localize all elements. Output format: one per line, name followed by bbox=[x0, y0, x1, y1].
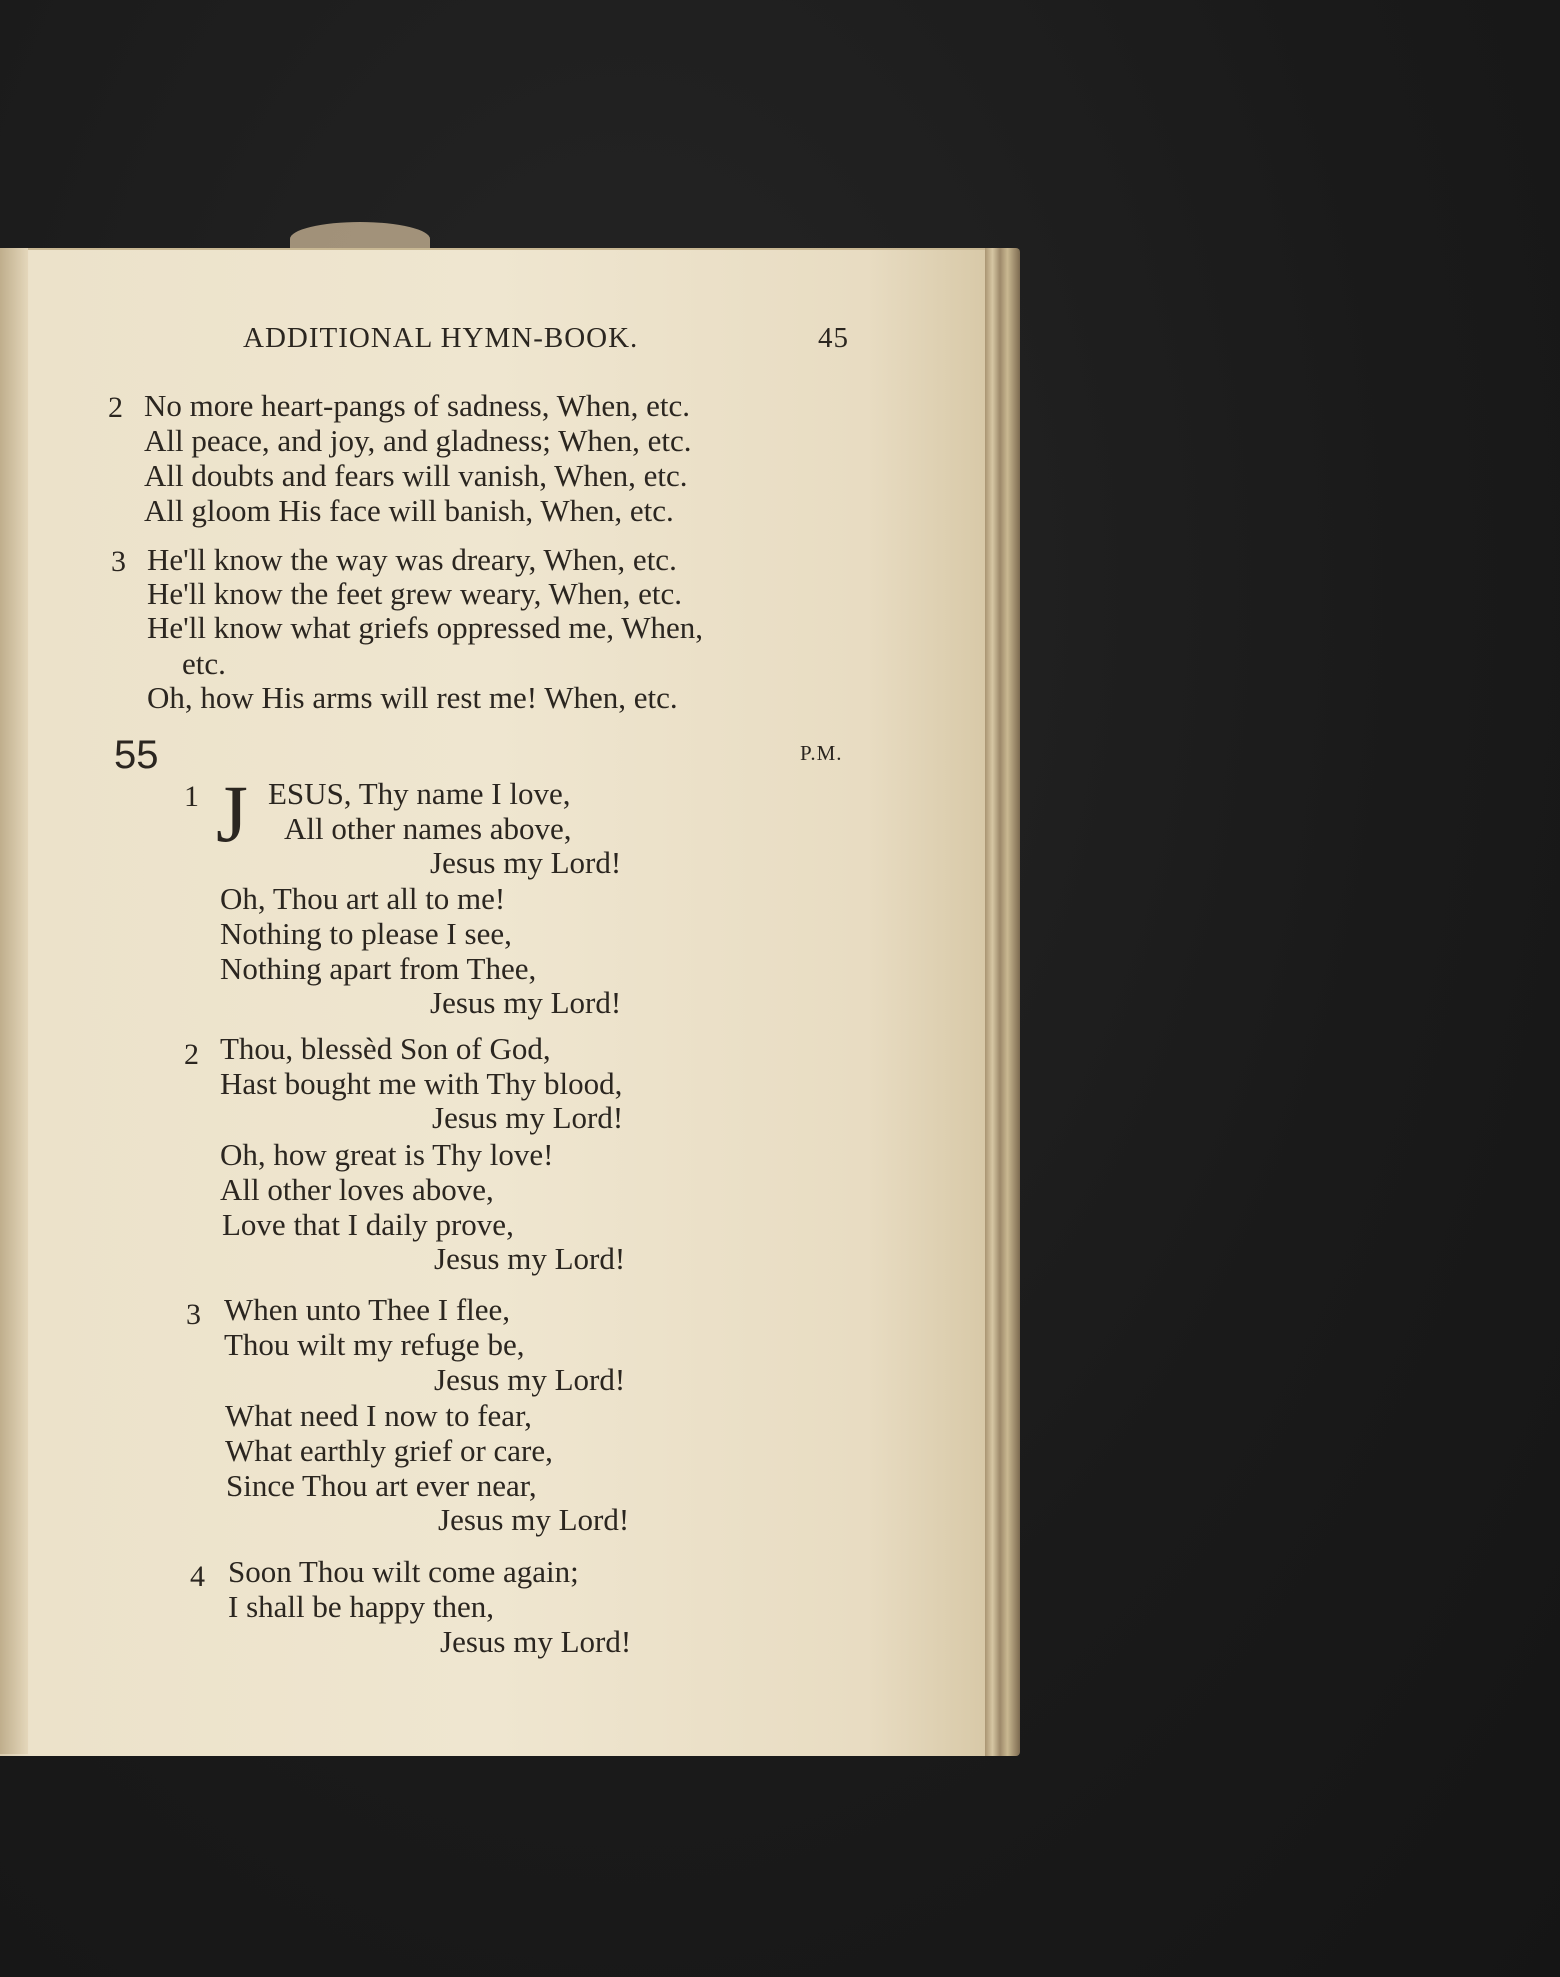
verse-line: Jesus my Lord! bbox=[434, 1241, 626, 1276]
verse-line: Love that I daily prove, bbox=[222, 1207, 514, 1242]
hymn-number: 55 bbox=[114, 733, 159, 777]
verse-line: All peace, and joy, and gladness; When, etc. bbox=[144, 423, 692, 458]
verse-line: Oh, how His arms will rest me! When, etc. bbox=[147, 680, 678, 715]
verse-line: Jesus my Lord! bbox=[432, 1100, 624, 1135]
verse-line: Since Thou art ever near, bbox=[226, 1468, 537, 1503]
verse-line: I shall be happy then, bbox=[228, 1589, 495, 1624]
verse-line: Soon Thou wilt come again; bbox=[228, 1554, 579, 1589]
verse-line: Oh, Thou art all to me! bbox=[220, 881, 506, 916]
verse-line: Jesus my Lord! bbox=[430, 985, 622, 1020]
drop-cap: J bbox=[216, 768, 248, 859]
verse-line: What need I now to fear, bbox=[225, 1398, 532, 1433]
verse-line: When unto Thee I flee, bbox=[224, 1292, 511, 1327]
verse-line: Nothing apart from Thee, bbox=[220, 951, 537, 986]
verse-line: Oh, how great is Thy love! bbox=[220, 1137, 554, 1172]
page-number: 45 bbox=[818, 322, 849, 354]
running-title: ADDITIONAL HYMN-BOOK. bbox=[243, 322, 639, 354]
verse-line: Hast bought me with Thy blood, bbox=[220, 1066, 623, 1101]
verse-number: 2 bbox=[184, 1038, 199, 1071]
verse-number: 3 bbox=[111, 545, 126, 578]
verse-line: Jesus my Lord! bbox=[440, 1624, 632, 1659]
verse-number: 2 bbox=[108, 391, 123, 424]
verse-line: He'll know the feet grew weary, When, etc. bbox=[147, 576, 682, 611]
hymn-meter: P.M. bbox=[800, 741, 843, 765]
verse-line: ESUS, Thy name I love, bbox=[268, 776, 571, 811]
verse-line: All other loves above, bbox=[220, 1172, 494, 1207]
verse-line: Jesus my Lord! bbox=[430, 845, 622, 880]
verse-line: All other names above, bbox=[284, 811, 572, 846]
verse-line: Thou wilt my refuge be, bbox=[224, 1327, 525, 1362]
verse-number: 3 bbox=[186, 1298, 201, 1331]
verse-line: What earthly grief or care, bbox=[225, 1433, 553, 1468]
verse-line: All gloom His face will banish, When, etc. bbox=[144, 493, 674, 528]
verse-line: Thou, blessèd Son of God, bbox=[220, 1031, 551, 1066]
verse-line: He'll know the way was dreary, When, etc. bbox=[147, 542, 677, 577]
verse-line: No more heart-pangs of sadness, When, etc. bbox=[144, 388, 691, 423]
verse-number: 4 bbox=[190, 1560, 205, 1593]
verse-line: Jesus my Lord! bbox=[438, 1502, 630, 1537]
verse-line: He'll know what griefs oppressed me, When, bbox=[147, 610, 703, 645]
verse-line: All doubts and fears will vanish, When, etc. bbox=[144, 458, 688, 493]
verse-number: 1 bbox=[184, 780, 199, 813]
verse-line: Nothing to please I see, bbox=[220, 916, 512, 951]
left-page-curl bbox=[0, 248, 28, 1754]
verse-line: etc. bbox=[182, 646, 226, 681]
verse-line: Jesus my Lord! bbox=[434, 1362, 626, 1397]
